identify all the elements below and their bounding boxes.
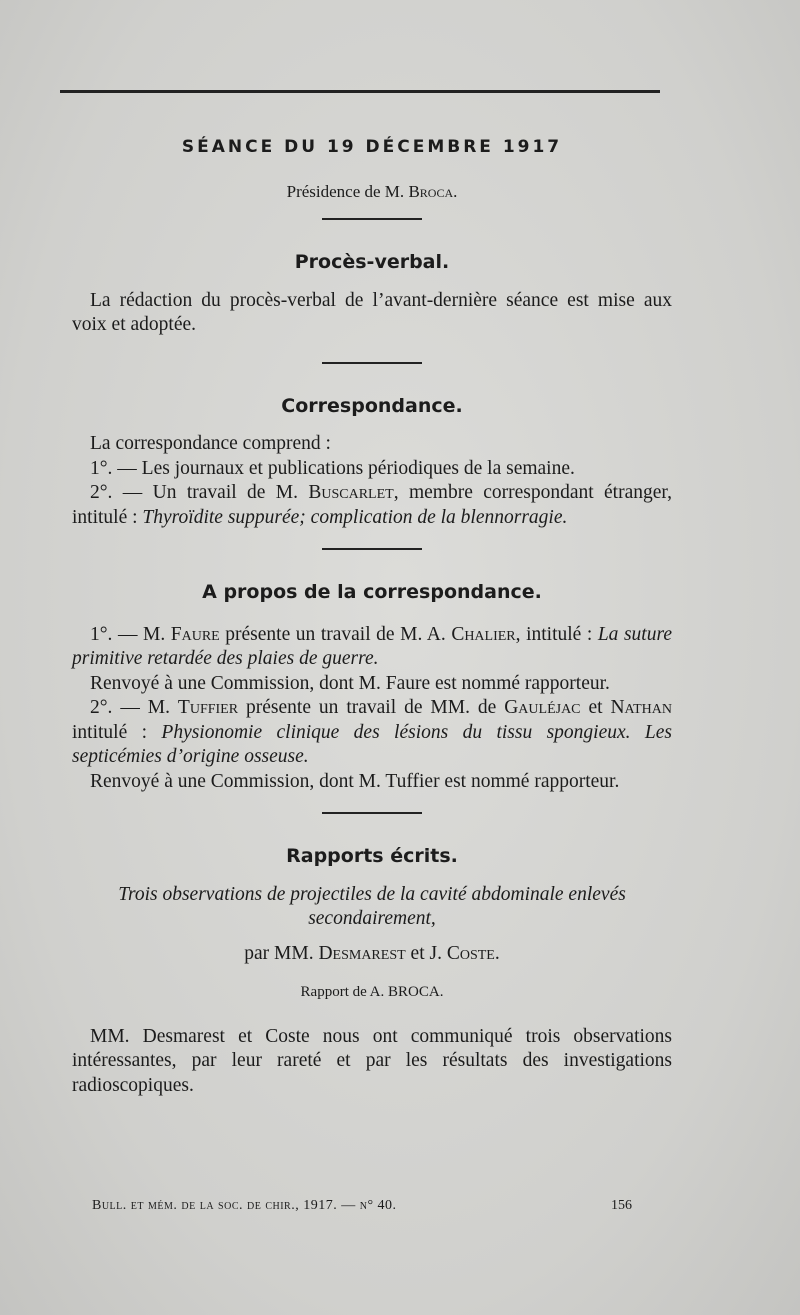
presidence-line <box>72 180 672 205</box>
item2-author: Buscarlet <box>308 482 394 503</box>
a-propos-2-mid2: et <box>580 697 611 718</box>
presidence-name: Broca <box>408 181 454 201</box>
authors-mid: et J. <box>405 942 447 964</box>
report-authors <box>72 942 672 967</box>
section-divider <box>322 548 422 550</box>
author-2: Coste <box>446 942 495 964</box>
seance-title: SÉANCE DU 19 DÉCEMBRE 1917 <box>181 137 563 157</box>
section-divider <box>322 362 422 364</box>
heading-a-propos: A propos de la correspondance. <box>202 581 542 603</box>
a-propos-2-mid1: présente un travail de MM. de <box>238 697 505 718</box>
proces-verbal-text: La rédaction du procès-verbal de l’avant-dernière séance est mise aux voix et adoptée. <box>72 289 672 335</box>
correspondance-intro: La correspondance comprend : <box>90 433 331 454</box>
footer-citation: Bull. et mém. de la soc. de chir., 1917. — n° 40. <box>92 1198 397 1213</box>
a-propos-1-name1: Faure <box>170 623 220 645</box>
correspondance-item-1: 1°. — Les journaux et publications périodiques de la semaine. <box>90 457 575 479</box>
a-propos-1-mid: présente un travail de M. A. <box>219 623 452 645</box>
rapport-by: Rapport de A. BROCA. <box>300 984 444 1000</box>
a-propos-2-name1: Tuffier <box>177 697 239 718</box>
authors-prefix: par MM. <box>244 942 319 964</box>
page-content <box>72 135 672 1098</box>
a-propos-2-mid3: intitulé : <box>72 721 162 743</box>
heading-proces-verbal: Procès-verbal. <box>294 251 450 273</box>
a-propos-item-2 <box>72 696 672 770</box>
author-1: Desmarest <box>318 942 406 964</box>
a-propos-2-name2: Gauléjac <box>504 697 581 718</box>
presidence-suffix: . <box>453 181 458 201</box>
presidence-prefix: Présidence de M. <box>286 181 409 201</box>
item2-title: Thyroïdite suppurée; complication de la blennorragie. <box>142 506 568 528</box>
a-propos-item-1 <box>72 623 672 672</box>
page-number: 156 <box>611 1198 632 1213</box>
section-divider <box>322 812 422 814</box>
a-propos-1-name2: Chalier <box>451 623 516 645</box>
rapport-body: MM. Desmarest et Coste nous ont communiqué trois observations intéressantes, par leur rareté et par les résultats des investigations radioscopiques. <box>72 1025 672 1096</box>
a-propos-1-title: La suture primitive retardée des plaies de guerre. <box>72 623 672 669</box>
authors-suffix: . <box>494 942 500 964</box>
a-propos-1-renvoi: Renvoyé à une Commission, dont M. Faure est nommé rapporteur. <box>90 672 610 694</box>
item2-prefix: 2°. — Un travail de M. <box>90 482 309 503</box>
a-propos-1-suffix: , intitulé : <box>515 623 593 645</box>
report-title: Trois observations de projectiles de la cavité abdominale enlevés secondairement, <box>118 883 626 929</box>
item2-mid: , membre correspondant étranger, intitulé : <box>72 482 672 528</box>
section-divider <box>322 218 422 220</box>
correspondance-item-2 <box>72 481 672 530</box>
a-propos-1-prefix: 1°. — M. <box>90 623 171 645</box>
page-footer <box>92 1198 632 1214</box>
a-propos-2-name3: Nathan <box>610 697 672 718</box>
a-propos-2-title: Physionomie clinique des lésions du tissu spongieux. Les septicémies d’origine osseuse. <box>72 721 672 767</box>
heading-rapports: Rapports écrits. <box>286 845 458 867</box>
a-propos-2-prefix: 2°. — M. <box>90 697 178 718</box>
heading-correspondance: Correspondance. <box>281 394 463 417</box>
top-rule <box>60 90 660 93</box>
a-propos-2-renvoi: Renvoyé à une Commission, dont M. Tuffier est nommé rapporteur. <box>90 770 620 792</box>
